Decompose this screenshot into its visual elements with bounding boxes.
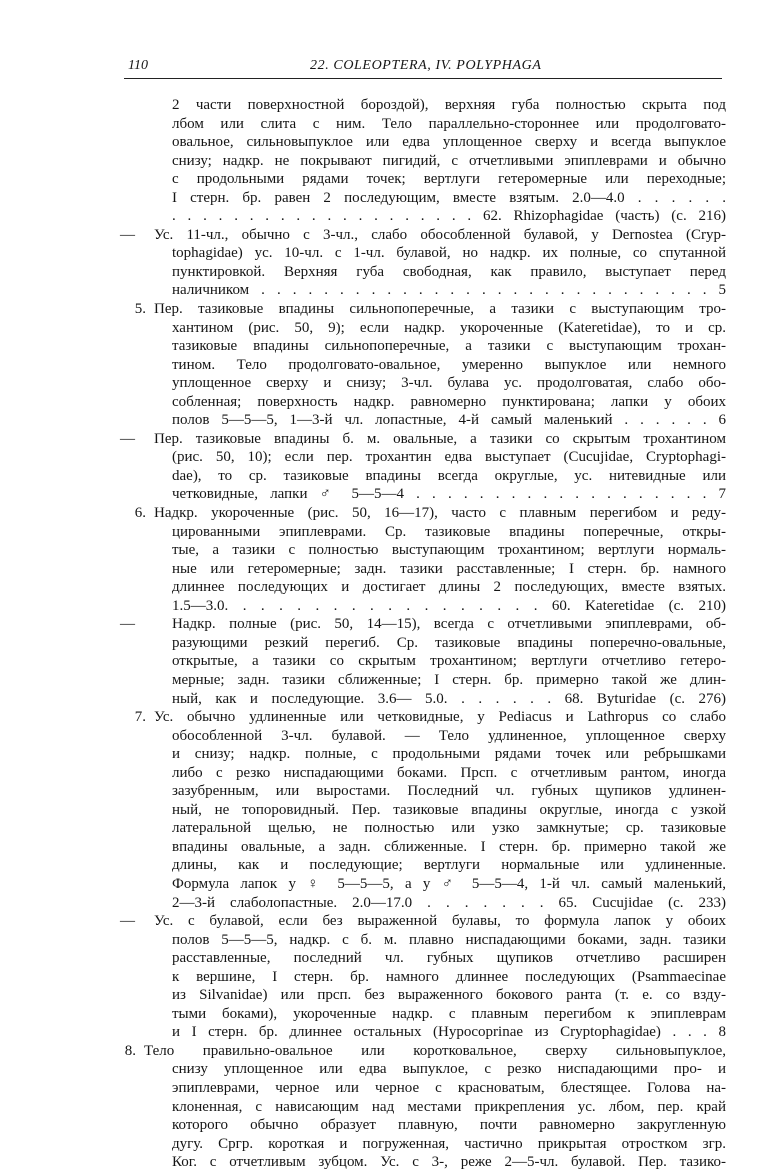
line-text: 1.5—3.0. . . . . . . . . . . . . . . . . . 60. Kateretidae (с. 210) bbox=[172, 597, 726, 614]
line-text: наличником . . . . . . . . . . . . . . . . . . . . . . . . . . . . . 5 bbox=[172, 282, 726, 299]
text-line bbox=[118, 1153, 726, 1172]
text-line bbox=[118, 578, 726, 597]
text-line bbox=[118, 671, 726, 690]
line-text: обособленной 3-чл. булавой. — Тело удлиненное, уплощенное сверху bbox=[172, 727, 726, 744]
line-text: полов 5—5—5, надкр. с б. м. плавно ниспадающими боками, задн. тазики bbox=[172, 931, 726, 948]
text-line bbox=[118, 523, 726, 542]
text-line bbox=[118, 1005, 726, 1024]
line-text: Ус. с булавой, если без выраженной булавы, то формула лапок у обоих bbox=[154, 913, 726, 930]
line-text: зазубренным, или выростами. Последний чл. губных щупиков удлинен- bbox=[172, 783, 726, 800]
text-line bbox=[118, 1023, 726, 1042]
text-line bbox=[118, 115, 726, 134]
line-text: латеральной щелью, не полностью или узко замкнутые; ср. тазиковые bbox=[172, 820, 726, 837]
line-text: и снизу; надкр. полные, с продольными рядами точек или ребрышками bbox=[172, 746, 726, 763]
line-text: тыми боками), укороченные надкр. с плавным перегибом к эпиплеврам bbox=[172, 1005, 726, 1022]
line-text: уплощенное сверху и снизу; 3-чл. булава ус. продолговатая, слабо обо- bbox=[172, 375, 726, 392]
text-line bbox=[118, 448, 726, 467]
text-line bbox=[118, 1060, 726, 1079]
line-text: I стерн. бр. равен 2 последующим, вместе взятым. 2.0—4.0 . . . . . . bbox=[172, 189, 726, 206]
text-line bbox=[118, 170, 726, 189]
line-text: ный, не топоровидный. Пер. тазиковые впадины округлые, иногда с узкой bbox=[172, 801, 726, 818]
running-title: 22. COLEOPTERA, IV. POLYPHAGA bbox=[310, 58, 542, 73]
line-text: Надкр. полные (рис. 50, 14—15), всегда с отчетливыми эпиплеврами, об- bbox=[172, 616, 726, 633]
line-text: эпиплеврами, черное или черное с красноватым, блестящее. Голова на- bbox=[172, 1079, 726, 1096]
text-line bbox=[118, 652, 726, 671]
text-line bbox=[118, 356, 726, 375]
line-text: длиннее последующих и достигает длины 2 последующих, вместе взятых. bbox=[172, 579, 726, 596]
text-line bbox=[118, 393, 726, 412]
couplet-dash: — bbox=[120, 616, 135, 633]
text-line bbox=[118, 745, 726, 764]
line-text: Ус. 11-чл., обычно с 3-чл., слабо обособленной булавой, у Dernostea (Cryp- bbox=[154, 226, 726, 243]
text-line bbox=[118, 838, 726, 857]
text-line bbox=[118, 634, 726, 653]
line-text: Формула лапок у ♀ 5—5—5, а у ♂ 5—5—4, 1-й чл. самый маленький, bbox=[172, 875, 726, 892]
line-text: открытые, а тазики со скрытым трохантином; вертлуги отчетливо гетеро- bbox=[172, 653, 726, 670]
text-line bbox=[118, 912, 726, 931]
couplet-dash: — bbox=[120, 430, 135, 447]
line-text: пунктировкой. Верхняя губа свободная, как правило, выступает перед bbox=[172, 263, 726, 280]
line-text: с продольными рядами точек; вертлуги гетеромерные или переходные; bbox=[172, 171, 726, 188]
text-line bbox=[118, 968, 726, 987]
line-text: 2—3-й слаболопастные. 2.0—17.0 . . . . . . . 65. Cucujidae (с. 233) bbox=[172, 894, 726, 911]
text-line bbox=[118, 856, 726, 875]
text-line bbox=[118, 708, 726, 727]
text-line bbox=[118, 560, 726, 579]
text-line bbox=[118, 894, 726, 913]
line-text: Надкр. укороченные (рис. 50, 16—17), часто с плавным перегибом и реду- bbox=[154, 505, 726, 522]
line-text: (рис. 50, 10); если пер. трохантин едва выступает (Cucujidae, Cryptophagi- bbox=[172, 449, 726, 466]
text-line bbox=[118, 189, 726, 208]
text-line bbox=[118, 152, 726, 171]
line-text: длины, как и последующие; вертлуги нормальные или удлиненные. bbox=[172, 857, 726, 874]
text-line bbox=[118, 467, 726, 486]
line-text: разующими резкий перегиб. Ср. тазиковые впадины поперечно-овальные, bbox=[172, 634, 726, 651]
couplet-dash: — bbox=[120, 226, 135, 243]
line-text: цированными эпиплеврами. Ср. тазиковые впадины поперечные, откры- bbox=[172, 523, 726, 540]
text-line bbox=[118, 764, 726, 783]
line-text: Ус. обычно удлиненные или четковидные, у Pediacus и Lathropus со слабо bbox=[154, 709, 726, 726]
text-line bbox=[118, 690, 726, 709]
text-line bbox=[118, 300, 726, 319]
text-line bbox=[118, 263, 726, 282]
line-text: ные или гетеромерные; задн. тазики расставленные; I стерн. бр. намного bbox=[172, 560, 726, 577]
text-line bbox=[118, 597, 726, 616]
line-text: снизу уплощенное или едва выпуклое, с резко ниспадающими про- и bbox=[172, 1061, 726, 1078]
line-text: Тело правильно-овальное или коротковальное, сверху сильновыпуклое, bbox=[144, 1042, 726, 1059]
line-text: лбом или слита с ним. Тело параллельно-стороннее или продолговато- bbox=[172, 115, 726, 132]
text-line bbox=[118, 931, 726, 950]
text-line bbox=[118, 986, 726, 1005]
line-text: четковидные, лапки ♂ 5—5—4 . . . . . . . . . . . . . . . . . . . 7 bbox=[172, 486, 726, 503]
line-text: клоненная, с нависающим над местами прикрепления ус. лбом, пер. край bbox=[172, 1098, 726, 1115]
line-text: дугу. Сргр. короткая и погруженная, частично прикрытая отростком згр. bbox=[172, 1135, 726, 1152]
text-line bbox=[118, 1079, 726, 1098]
text-line bbox=[118, 615, 726, 634]
couplet-number: 5. bbox=[134, 301, 146, 318]
text-line bbox=[118, 1042, 726, 1061]
line-text: dae), то ср. тазиковые впадины всегда округлые, ус. нитевидные или bbox=[172, 467, 726, 484]
line-text: которого обычно образует плавную, почти равномерно закругленную bbox=[172, 1117, 726, 1134]
text-line bbox=[118, 875, 726, 894]
text-line bbox=[118, 801, 726, 820]
text-line bbox=[118, 244, 726, 263]
text-line bbox=[118, 727, 726, 746]
text-line bbox=[118, 96, 726, 115]
line-text: . . . . . . . . . . . . . . . . . . . . 62. Rhizophagidae (часть) (с. 216) bbox=[172, 208, 726, 225]
line-text: мерные; задн. тазики сближенные; I стерн. бр. примерно такой же длин- bbox=[172, 671, 726, 688]
line-text: и I стерн. бр. длиннее остальных (Hypocoprinae из Cryptophagidae) . . . 8 bbox=[172, 1024, 726, 1041]
line-text: овальное, сильновыпуклое или едва уплощенное сверху и всегда выпуклое bbox=[172, 134, 726, 151]
text-line bbox=[118, 504, 726, 523]
line-text: к вершине, I стерн. бр. намного длиннее последующих (Psammaecinae bbox=[172, 968, 726, 985]
line-text: тые, а тазики с полностью выступающим трохантином; вертлуги нормаль- bbox=[172, 542, 726, 559]
running-header bbox=[124, 56, 722, 79]
text-line bbox=[118, 1116, 726, 1135]
line-text: Ког. с отчетливым зубцом. Ус. с 3-, реже 2—5-чл. булавой. Пер. тазико- bbox=[172, 1154, 726, 1171]
text-line bbox=[118, 819, 726, 838]
text-line bbox=[118, 1098, 726, 1117]
text-line bbox=[118, 430, 726, 449]
text-line bbox=[118, 1135, 726, 1154]
key-text bbox=[118, 96, 726, 1172]
text-line bbox=[118, 485, 726, 504]
page-number: 110 bbox=[128, 58, 148, 73]
couplet-number: 7. bbox=[134, 709, 146, 726]
line-text: тазиковые впадины сильнопоперечные, а тазики с выступающим трохан- bbox=[172, 338, 726, 355]
text-line bbox=[118, 319, 726, 338]
line-text: хантином (рис. 50, 9); если надкр. укороченные (Kateretidae), то и ср. bbox=[172, 319, 726, 336]
line-text: собленная; поверхность надкр. равномерно пунктирована; лапки у обоих bbox=[172, 393, 726, 410]
text-line bbox=[118, 337, 726, 356]
line-text: Пер. тазиковые впадины сильнопоперечные, а тазики с выступающим тро- bbox=[154, 301, 726, 318]
line-text: ный, как и последующие. 3.6— 5.0. . . . . . . 68. Byturidae (с. 276) bbox=[172, 690, 726, 707]
text-line bbox=[118, 374, 726, 393]
line-text: из Silvanidae) или прсп. без выраженного бокового ранта (т. е. со взду- bbox=[172, 987, 726, 1004]
line-text: полов 5—5—5, 1—3-й чл. лопастные, 4-й самый маленький . . . . . . 6 bbox=[172, 412, 726, 429]
line-text: Пер. тазиковые впадины б. м. овальные, а тазики со скрытым трохантином bbox=[154, 430, 726, 447]
text-line bbox=[118, 541, 726, 560]
line-text: расставленные, последний чл. губных щупиков отчетливо расширен bbox=[172, 950, 726, 967]
line-text: впадины овальные, а задн. сближенные. I стерн. бр. примерно такой же bbox=[172, 838, 726, 855]
text-line bbox=[118, 226, 726, 245]
couplet-dash: — bbox=[120, 913, 135, 930]
couplet-number: 6. bbox=[134, 505, 146, 522]
line-text: tophagidae) ус. 10-чл. с 1-чл. булавой, но надкр. их полные, со спутанной bbox=[172, 245, 726, 262]
text-line bbox=[118, 207, 726, 226]
text-line bbox=[118, 411, 726, 430]
text-line bbox=[118, 133, 726, 152]
text-line bbox=[118, 281, 726, 300]
line-text: либо с резко ниспадающими боками. Прсп. с отчетливым рантом, иногда bbox=[172, 764, 726, 781]
text-line bbox=[118, 782, 726, 801]
line-text: тином. Тело продолговато-овальное, умеренно выпуклое или немного bbox=[172, 356, 726, 373]
line-text: 2 части поверхностной бороздой), верхняя губа полностью скрыта под bbox=[172, 97, 726, 113]
line-text: снизу; надкр. не покрывают пигидий, с отчетливыми эпиплеврами и обычно bbox=[172, 152, 726, 169]
text-line bbox=[118, 949, 726, 968]
couplet-number: 8. bbox=[124, 1042, 136, 1059]
